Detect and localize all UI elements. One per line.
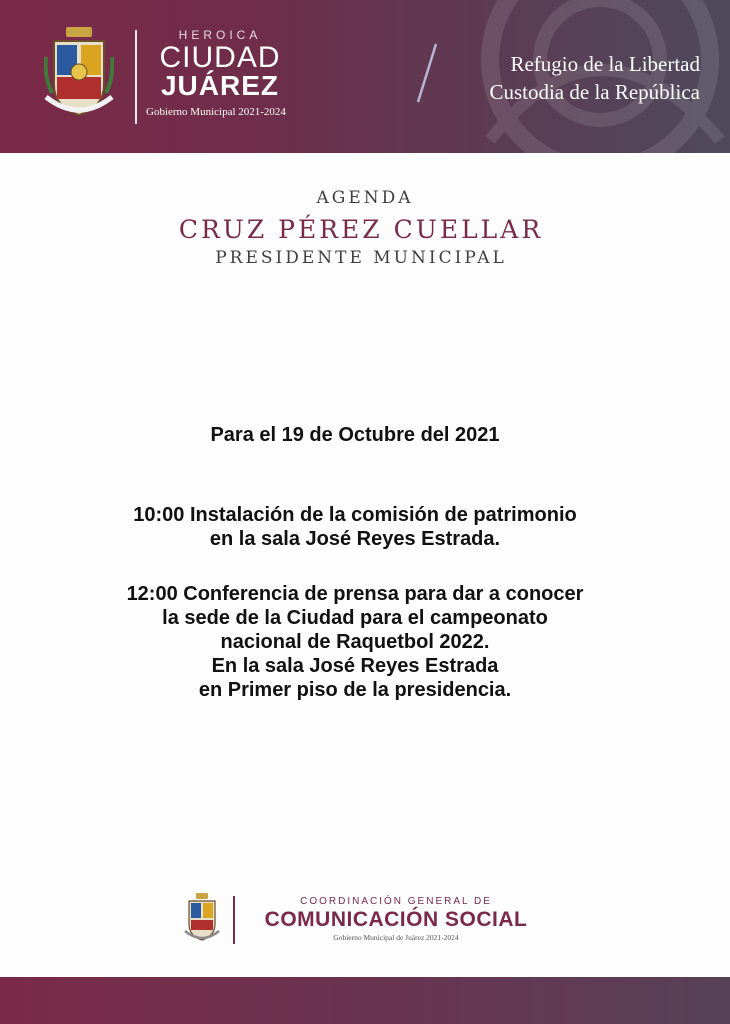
brand-prefix: HEROICA — [178, 28, 262, 42]
event-line: en la sala José Reyes Estrada. — [209, 528, 501, 550]
agenda-role: PRESIDENTE MUNICIPAL — [215, 248, 507, 268]
footer-divider — [233, 896, 235, 944]
motto-line2: Custodia de la República — [489, 80, 700, 104]
event-item — [0, 582, 710, 702]
brand-city-line2: JUÁREZ — [160, 70, 279, 101]
header-divider — [135, 30, 137, 124]
header-banner — [0, 0, 730, 153]
bottom-bar — [0, 977, 730, 1024]
coat-of-arms-icon — [44, 27, 114, 121]
event-line: nacional de Raquetbol 2022. — [220, 631, 490, 653]
event-line: 10:00 Instalación de la comisión de patrimonio — [133, 504, 577, 526]
motto-line1: Refugio de la Libertad — [510, 52, 700, 76]
brand-city-line1: CIUDAD — [159, 41, 281, 74]
footer-government: Gobierno Municipal de Juárez 2021-2024 — [333, 933, 459, 942]
agenda-name: CRUZ PÉREZ CUELLAR — [178, 215, 544, 244]
brand-government: Gobierno Municipal 2021-2024 — [146, 106, 286, 118]
event-line: En la sala José Reyes Estrada — [211, 655, 499, 677]
event-item — [0, 503, 710, 551]
agenda-date: Para el 19 de Octubre del 2021 — [210, 424, 500, 446]
event-line: 12:00 Conferencia de prensa para dar a conocer — [126, 583, 584, 605]
event-line: la sede de la Ciudad para el campeonato — [162, 607, 548, 629]
agenda-label: AGENDA — [316, 188, 414, 208]
footer-coat-of-arms-icon — [184, 893, 220, 943]
header-motto — [430, 50, 700, 106]
footer-department: COMUNICACIÓN SOCIAL — [264, 908, 528, 931]
event-line: en Primer piso de la presidencia. — [198, 679, 512, 701]
footer-coordination: COORDINACIÓN GENERAL DE — [300, 896, 492, 907]
